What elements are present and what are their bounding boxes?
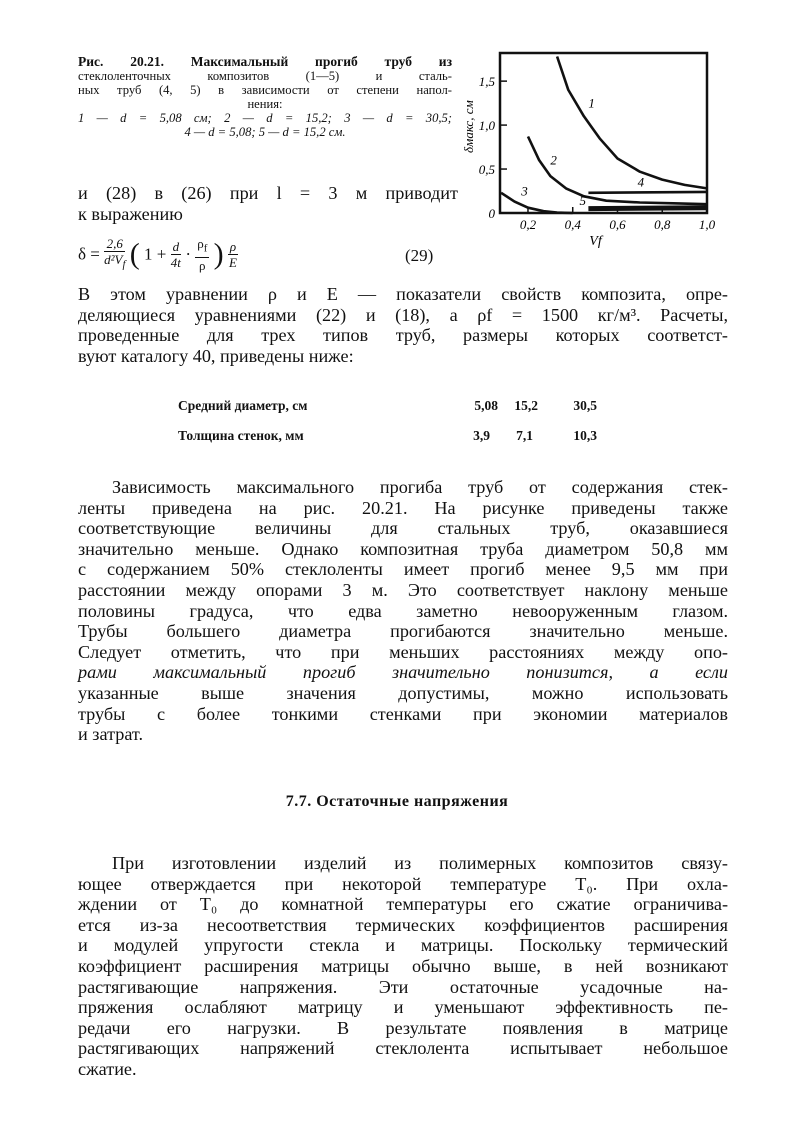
- paragraph: [78, 284, 728, 366]
- text-line: Следует отметить, что при меньших расстояниях между опо-: [78, 641, 728, 662]
- series-3-line: [501, 193, 573, 213]
- caption-legend-line: 4 — d = 5,08; 5 — d = 15,2 см.: [184, 125, 346, 139]
- text-line: деляющиеся уравнениями (22) и (18), а ρf = 1500 кг/м³. Расчеты,: [78, 304, 728, 325]
- series-2-line: [528, 137, 707, 205]
- text-line: проведенные для трех типов труб, размеры которых соответст-: [78, 325, 728, 346]
- text-line: пряжения ослабляют матрицу и уменьшают эффективность пе-: [78, 997, 728, 1018]
- y-axis-label: δмакс, см: [461, 100, 476, 153]
- text-line: и затрат.: [78, 724, 144, 745]
- cell: 30,5: [573, 398, 597, 413]
- text-line: рами максимальный прогиб значительно понизится, а если: [78, 662, 728, 683]
- text-line: ждении от T₀ до комнатной температуры его сжатие ограничива-: [78, 894, 728, 915]
- caption-line: нения:: [247, 97, 283, 111]
- eq-dot: ·: [185, 244, 191, 264]
- series-5-line: [588, 208, 707, 209]
- table-row: [178, 428, 618, 458]
- caption-legend-line: 1 — d = 5,08 см; 2 — d = 15,2; 3 — d = 30,5;: [78, 111, 452, 125]
- text-line: с содержанием 50% стеклоленты имеет прогиб менее 9,5 мм при: [78, 559, 728, 580]
- text-line: ется из-за несоответствия термических коэффициентов расширения: [78, 914, 728, 935]
- y-tick-label: 1,5: [478, 74, 495, 90]
- caption-line: стеклоленточных композитов (1—5) и сталь-: [78, 69, 452, 83]
- figure-caption: [78, 55, 452, 139]
- table-row: [178, 398, 618, 428]
- text-line: редачи его нагрузки. В результате появления в матрице: [78, 1017, 728, 1038]
- x-tick-label: 0,2: [519, 217, 537, 232]
- x-tick-label: 0,8: [654, 217, 671, 232]
- text-line: и модулей упругости стекла и матрицы. Поскольку термический: [78, 935, 728, 956]
- eq-num: 2,6: [104, 236, 125, 252]
- eq-num: d: [172, 238, 180, 254]
- eq-den: d²V: [104, 252, 123, 267]
- cell: 15,2: [514, 398, 538, 413]
- equation-29: [78, 236, 458, 276]
- text-line: Трубы большего диаметра прогибаются значительно меньше.: [78, 621, 728, 642]
- text-line: ющее отверждается при некоторой температуре T₀. При охла-: [78, 873, 728, 894]
- row-label: Средний диаметр, см: [178, 398, 308, 413]
- intro-text: [78, 183, 458, 224]
- eq-fraction: [195, 236, 209, 273]
- eq-sub: f: [203, 242, 208, 255]
- eq-den: ρ: [199, 257, 206, 273]
- text-line: растягивающих напряжений стеклолента испытывает небольшое: [78, 1038, 728, 1059]
- equation-number: (29): [405, 246, 434, 265]
- eq-den: E: [228, 254, 237, 270]
- text-line: расстоянии между опорами 3 м. Это соответствует наклону меньше: [78, 579, 728, 600]
- series-1-line: [557, 57, 707, 189]
- caption-line: Рис. 20.21. Максимальный прогиб труб из: [78, 54, 452, 69]
- text-line: половины градуса, что едва заметно невооруженным глазом.: [78, 600, 728, 621]
- text-line: сжатие.: [78, 1058, 137, 1079]
- eq-term: 1 +: [143, 244, 167, 264]
- series-1-label: 1: [588, 95, 595, 111]
- cell: 7,1: [516, 428, 533, 443]
- eq-paren: ): [213, 237, 224, 271]
- eq-sub: f: [122, 258, 126, 271]
- section-heading: 7.7. Остаточные напряжения: [285, 793, 509, 810]
- text-line: к выражению: [78, 203, 183, 224]
- eq-num: ρ: [197, 236, 204, 251]
- text-line: В этом уравнении ρ и E — показатели свойств композита, опре-: [78, 284, 728, 304]
- x-tick-label: 1,0: [698, 217, 716, 232]
- text-line: и (28) в (26) при l = 3 м приводит: [78, 183, 458, 203]
- cell: 5,08: [474, 398, 498, 413]
- paragraph: [78, 477, 728, 745]
- row-label: Толщина стенок, мм: [178, 428, 304, 443]
- x-axis-label: Vf: [589, 234, 602, 249]
- eq-fraction: [171, 239, 182, 270]
- text-line: указанные выше значения допустимы, можно использовать: [78, 682, 728, 703]
- text-line: значительно меньше. Однако композитная труба диаметром 50,8 мм: [78, 538, 728, 559]
- eq-fraction: [228, 239, 238, 270]
- deflection-chart: [440, 40, 740, 249]
- eq-lhs: δ =: [78, 244, 100, 264]
- text-line: ленты приведена на рис. 20.21. На рисунке приведены также: [78, 497, 728, 518]
- eq-fraction: [104, 236, 125, 273]
- text-line: Зависимость максимального прогиба труб от содержания стек-: [112, 477, 728, 497]
- series-4-line: [588, 192, 707, 193]
- x-tick-label: 0,4: [564, 217, 581, 232]
- text-line: вуют каталогу 40, приведены ниже:: [78, 345, 354, 366]
- y-tick-label: 0,5: [478, 162, 495, 178]
- cell: 3,9: [473, 428, 490, 443]
- y-tick-label: 1,0: [478, 118, 495, 134]
- text-line: трубы с более тонкими стенками при экономии материалов: [78, 703, 728, 724]
- eq-num: ρ: [229, 238, 237, 254]
- series-4-label: 4: [637, 174, 645, 190]
- eq-paren: (: [129, 237, 140, 271]
- series-3-label: 3: [521, 183, 528, 199]
- y-tick-label: 0: [488, 206, 495, 221]
- caption-line: ных труб (4, 5) в зависимости от степени напол-: [78, 83, 452, 97]
- x-tick-label: 0,6: [609, 217, 626, 232]
- text-line: При изготовлении изделий из полимерных композитов связу-: [112, 853, 728, 873]
- eq-den: 4t: [170, 254, 181, 270]
- text-line: коэффициент расширения матрицы обычно выше, в ней возникают: [78, 955, 728, 976]
- plot-frame: [500, 53, 707, 213]
- cell: 10,3: [573, 428, 597, 443]
- pipe-dimensions-table: [178, 398, 618, 458]
- series-5-label: 5: [579, 193, 586, 209]
- text-line: соответствующие величины для стальных труб, оказавшиеся: [78, 518, 728, 539]
- series-2-label: 2: [550, 152, 557, 168]
- paragraph: [78, 853, 728, 1080]
- text-line: растягивающие напряжения. Эти остаточные усадочные на-: [78, 976, 728, 997]
